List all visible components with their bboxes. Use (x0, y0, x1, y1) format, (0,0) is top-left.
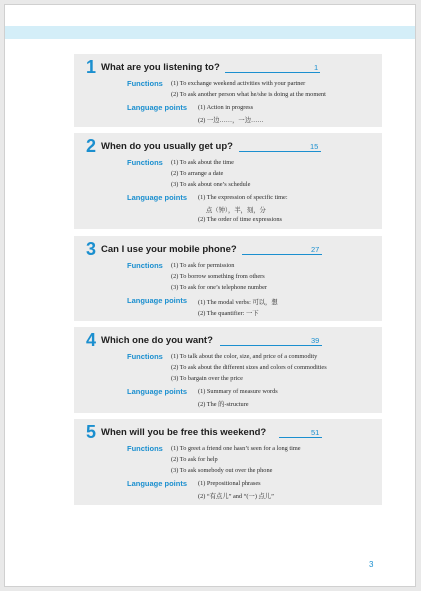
function-item: (2) To ask another person what he/she is doing at the moment (171, 91, 326, 98)
function-item: (3) To ask for one’s telephone number (171, 284, 267, 291)
unit-title[interactable]: Which one do you want? (101, 335, 213, 346)
language-points-label: Language points (127, 296, 187, 305)
unit-title[interactable]: Can I use your mobile phone? (101, 244, 237, 255)
unit-1-block (74, 54, 382, 127)
unit-page-number[interactable]: 51 (311, 428, 320, 437)
unit-number: 4 (86, 330, 97, 350)
function-item: (1) To talk about the color, size, and price of a commodity (171, 353, 318, 360)
unit-page-number[interactable]: 1 (314, 63, 319, 72)
functions-label: Functions (127, 158, 163, 167)
language-points-label: Language points (127, 193, 187, 202)
unit-number: 2 (86, 136, 97, 156)
language-point-item: 点（钟），半，刻，分 (206, 207, 266, 214)
unit-number: 5 (86, 422, 97, 442)
title-leader-line (225, 72, 320, 73)
functions-label: Functions (127, 352, 163, 361)
language-point-item: (2) The order of time expressions (198, 216, 282, 223)
language-point-item: (1) The modal verbs: 可以，想 (198, 299, 278, 306)
unit-page-number[interactable]: 39 (311, 336, 320, 345)
language-point-item: (2) “有点儿” and “(一) 点儿” (198, 493, 274, 500)
function-item: (2) To borrow something from others (171, 273, 265, 280)
unit-title[interactable]: When will you be free this weekend? (101, 427, 267, 438)
language-point-item: (1) The expression of specific time: (198, 194, 288, 201)
header-band (5, 26, 415, 39)
unit-number: 3 (86, 239, 97, 259)
unit-page-number[interactable]: 27 (311, 245, 320, 254)
unit-2-block (74, 133, 382, 229)
unit-title[interactable]: What are you listening to? (101, 62, 220, 73)
language-points-label: Language points (127, 479, 187, 488)
language-point-item: (1) Summary of measure words (198, 388, 278, 395)
language-points-label: Language points (127, 103, 187, 112)
title-leader-line (279, 437, 322, 438)
unit-number: 1 (86, 57, 97, 77)
language-points-label: Language points (127, 387, 187, 396)
unit-3-block (74, 236, 382, 321)
function-item: (1) To ask for permission (171, 262, 235, 269)
function-item: (3) To ask somebody out over the phone (171, 467, 273, 474)
unit-title[interactable]: When do you usually get up? (101, 141, 233, 152)
function-item: (3) To ask about one’s schedule (171, 181, 251, 188)
function-item: (2) To arrange a date (171, 170, 224, 177)
function-item: (3) To bargain over the price (171, 375, 243, 382)
unit-4-block (74, 327, 382, 413)
function-item: (1) To greet a friend one hasn’t seen for a long time (171, 445, 301, 452)
language-point-item: (1) Prepositional phrases (198, 480, 261, 487)
language-point-item: (2) The 的-structure (198, 401, 249, 408)
unit-page-number[interactable]: 15 (310, 142, 319, 151)
language-point-item: (1) Action in progress (198, 104, 254, 111)
page (4, 4, 416, 587)
language-point-item: (2) 一边……，一边…… (198, 117, 264, 124)
functions-label: Functions (127, 444, 163, 453)
function-item: (2) To ask for help (171, 456, 218, 463)
functions-label: Functions (127, 79, 163, 88)
title-leader-line (242, 254, 322, 255)
page-number: 3 (369, 560, 374, 569)
language-point-item: (2) The quantifier: 一下 (198, 310, 259, 317)
title-leader-line (239, 151, 321, 152)
function-item: (1) To ask about the time (171, 159, 234, 166)
title-leader-line (220, 345, 322, 346)
unit-5-block (74, 419, 382, 505)
function-item: (2) To ask about the different sizes and colors of commodities (171, 364, 327, 371)
functions-label: Functions (127, 261, 163, 270)
function-item: (1) To exchange weekend activities with your partner (171, 80, 306, 87)
